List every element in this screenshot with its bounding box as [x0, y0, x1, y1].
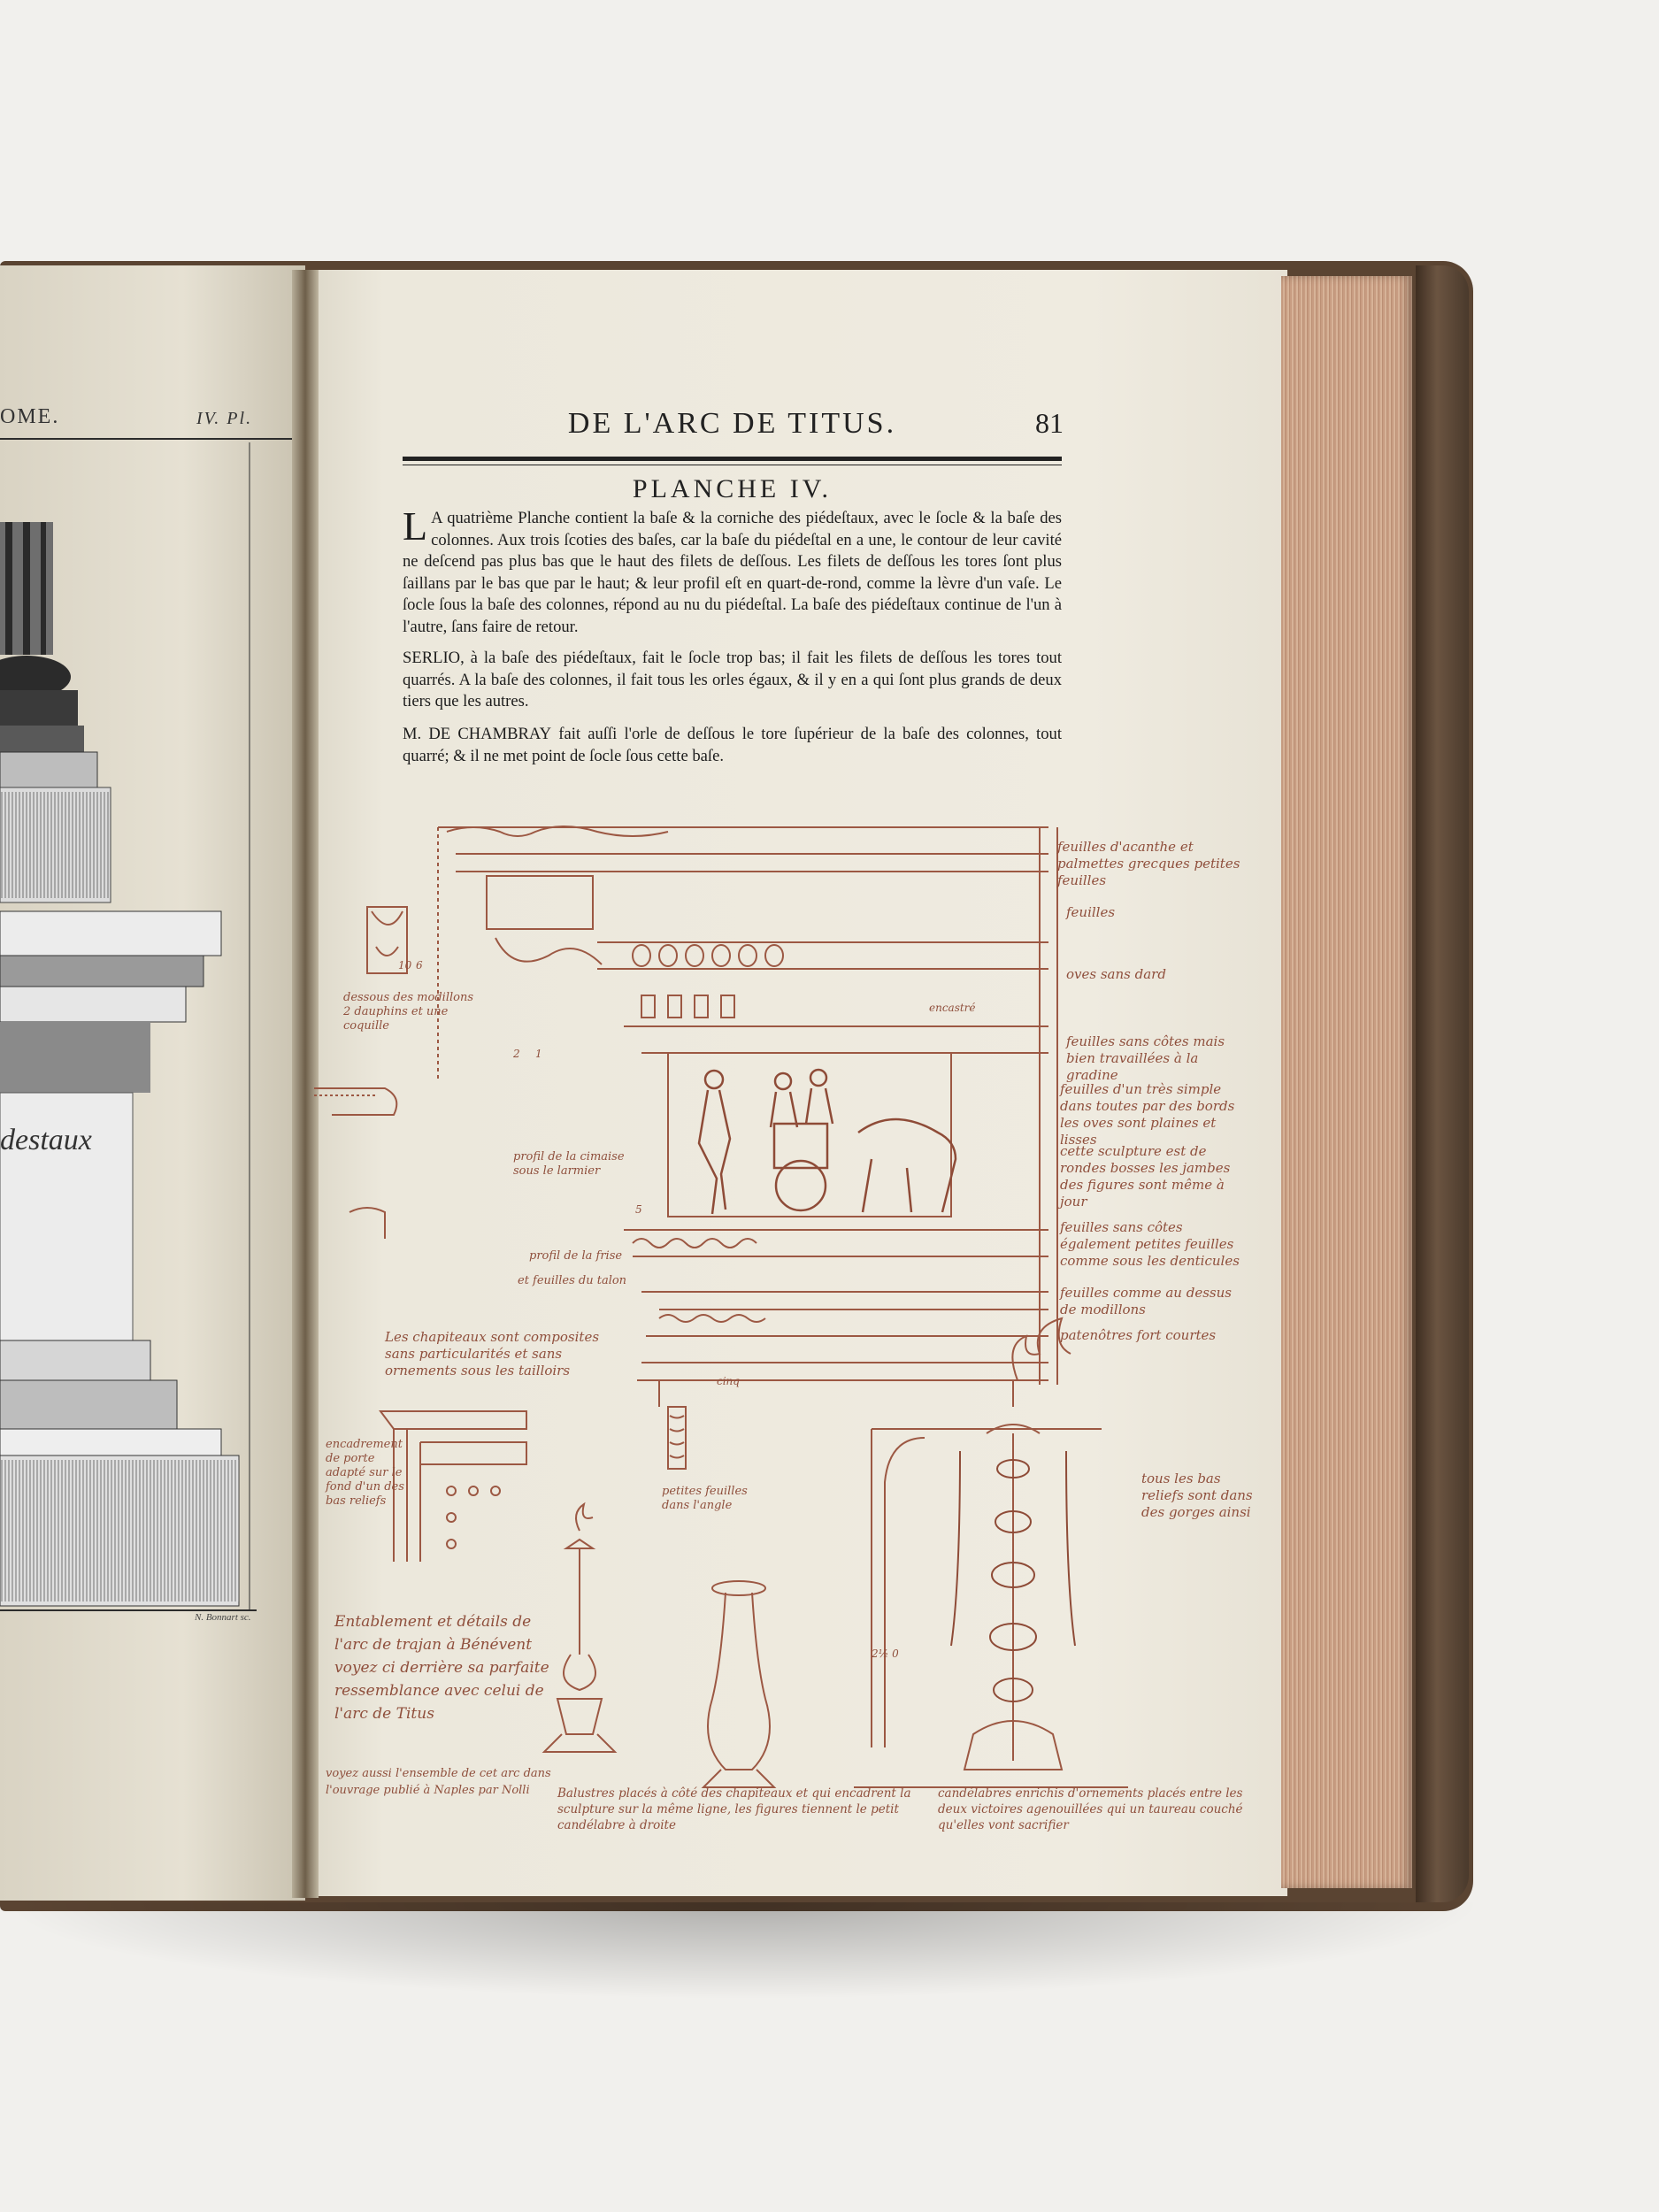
paragraph-3-lead: M. DE CHAMBRAY — [403, 725, 552, 743]
dimension-label: 5 — [635, 1203, 642, 1216]
paragraph-2-lead: SERLIO — [403, 649, 461, 667]
plate-title: PLANCHE IV. — [632, 474, 833, 503]
note-naples: voyez aussi l'ensemble de cet arc dans l'ouvrage publié à Naples par Nolli — [326, 1767, 551, 1797]
note-gradine: feuilles sans côtes mais bien travaillées à la gradine — [1066, 1033, 1225, 1083]
note-frise: profil de la frise — [529, 1249, 623, 1263]
baluster-vase — [703, 1581, 774, 1787]
note-chapiteaux: Les chapiteaux sont composites sans particularités et sans ornements sous les tailloirs — [385, 1329, 600, 1379]
engraver-signature: N. Bonnart sc. — [195, 1612, 251, 1623]
paragraph-3 — [403, 724, 1062, 767]
book-spine-edge — [1416, 265, 1469, 1902]
cimaise-profile — [314, 1088, 396, 1115]
leaf-band-detail — [668, 1407, 686, 1469]
note-modillon-underside: dessous des modillons 2 dauphins et une coquille — [343, 991, 473, 1033]
note-denticules: feuilles sans côtes également petites feuilles comme sous les denticules — [1060, 1219, 1240, 1269]
note-oves: oves sans dard — [1066, 966, 1166, 982]
candelabrum-large — [854, 1318, 1128, 1787]
dimension-label: 6 — [416, 959, 423, 972]
dimension-label: 1 — [535, 1048, 542, 1060]
left-plate-ref: IV. Pl. — [196, 409, 253, 428]
dimension-label: 2 — [513, 1048, 520, 1060]
entablature-drawing — [438, 826, 1057, 1407]
left-page-heading: OME. — [0, 405, 60, 428]
note-gorges: tous les bas reliefs sont dans des gorges ainsi — [1141, 1471, 1253, 1520]
note-angle: petites feuilles dans l'angle — [662, 1485, 748, 1512]
dimension-label: 10 — [398, 959, 412, 972]
note-bords: feuilles d'un très simple dans toutes par des bords les oves sont plaines et lisses — [1060, 1081, 1235, 1148]
note-feuilles: feuilles — [1066, 904, 1116, 920]
note-porte: encadrement de porte adapté sur le fond d'un des bas reliefs — [326, 1438, 404, 1508]
running-title: DE L'ARC DE TITUS. — [567, 407, 897, 440]
note-balustres: Balustres placés à côté des chapiteaux et qui encadrent la sculpture sur la même ligne, les figures tiennent le petit candélabre à droite — [557, 1786, 911, 1832]
pedestal-engraving — [0, 434, 301, 1655]
paragraph-1 — [403, 503, 1062, 639]
note-encastre: encastré — [929, 1002, 976, 1014]
page-number: 81 — [1035, 407, 1064, 439]
book-shadow — [0, 1902, 1486, 2000]
paragraph-2-text: , à la baſe des piédeſtaux, fait le ſocle trop bas; il fait les filets de deſſous les tores tout quarrés. A la baſe des colonnes, il fait tous les orles égaux, & il y en a qui ſont plus grands de deux tiers que les autres. — [403, 649, 1062, 711]
note-candelabres: candélabres enrichis d'ornements placés entre les deux victoires agenouillées qui un taureau couché qu'elles vont sacrifier — [938, 1786, 1243, 1832]
header-rule — [403, 457, 1062, 461]
note-acanthus: feuilles d'acanthe et palmettes grecques petites feuilles — [1057, 839, 1240, 888]
engraving-label: destaux — [0, 1124, 92, 1156]
drop-cap: L — [403, 503, 428, 549]
paragraph-1-text: A quatrième Planche contient la baſe & la corniche des piédeſtaux, avec le ſocle & la baſe des colonnes. Aux trois ſcoties des baſes, car la baſe du piédeſtal en a une, le contour de leur cavité ne deſcend pas plus bas que le haut des filets de deſſous. Les filets de deſſous les tores ſont plus ſaillans par le bas que par le haut; & leur profil eſt en quart-de-rond, comme la lèvre d'un vaſe. Le ſocle ſous la baſe des colonnes, répond au nu du piédeſtal. La baſe des piédeſtaux continue de l'un à l'autre, ſans faire de retour. — [403, 509, 1062, 636]
frieze-profile — [349, 1208, 385, 1239]
paragraph-2 — [403, 648, 1062, 713]
page-edges — [1281, 276, 1412, 1888]
note-patenotres: patenôtres fort courtes — [1060, 1327, 1217, 1343]
note-cinq: cinq — [717, 1375, 740, 1387]
note-sculpture: cette sculpture est de rondes bosses les jambes des figures sont même à jour — [1060, 1143, 1231, 1210]
note-talon: et feuilles du talon — [518, 1274, 627, 1287]
note-modillons: feuilles comme au dessus de modillons — [1060, 1285, 1232, 1317]
dimension-label: 2½ 0 — [872, 1647, 899, 1660]
paragraph-3-text: fait auſſi l'orle de deſſous le tore ſupérieur de la baſe des colonnes, tout quarré; & il ne met point de ſocle ſous cette baſe. — [403, 725, 1062, 765]
note-trajan: Entablement et détails de l'arc de trajan à Bénévent voyez ci derrière sa parfaite ressemblance avec celui de l'arc de Titus — [334, 1613, 549, 1723]
note-cimaise: profil de la cimaise sous le larmier — [513, 1150, 625, 1178]
